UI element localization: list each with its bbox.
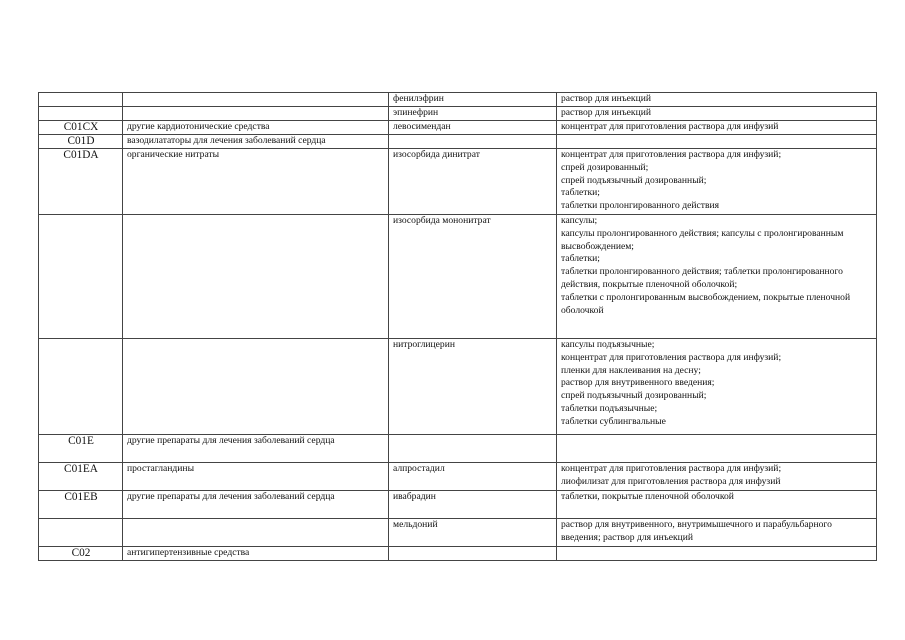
substance-cell: изосорбида динитрат [389, 149, 557, 215]
dosage-form-line: капсулы; [561, 215, 598, 226]
drug-table [38, 92, 877, 561]
dosage-form-line: концентрат для приготовления раствора для инфузий [561, 121, 779, 132]
table-row [39, 107, 877, 121]
dosage-form-line: таблетки, покрытые пленочной оболочкой [561, 491, 734, 502]
dosage-form-line: концентрат для приготовления раствора для инфузий; [561, 351, 782, 363]
atc-code-cell: C01E [39, 435, 123, 463]
table-row [39, 215, 877, 339]
dosage-form-line: спрей подъязычный дозированный; [561, 390, 707, 402]
dosage-form-line: капсулы пролонгированного действия; капсулы с пролонгированным высвобождением; [561, 227, 844, 252]
table-row [39, 491, 877, 519]
atc-code-cell [39, 215, 123, 339]
dosage-forms-cell [557, 339, 877, 435]
dosage-form-line: капсулы подъязычные; [561, 339, 655, 350]
dosage-forms-cell [557, 519, 877, 547]
table-row [39, 93, 877, 107]
dosage-form-line: пленки для наклеивания на десну; [561, 364, 701, 376]
dosage-form-line: концентрат для приготовления раствора для инфузий; [561, 149, 782, 160]
dosage-form-line: таблетки пролонгированного действия; таблетки пролонгированного действия, покрытые пленочной оболочкой; [561, 266, 843, 290]
group-name-cell: вазодилататоры для лечения заболеваний сердца [123, 135, 389, 149]
table-row [39, 135, 877, 149]
substance-cell: мельдоний [389, 519, 557, 547]
dosage-forms-cell [557, 93, 877, 107]
group-name-cell: антигипертензивные средства [123, 547, 389, 561]
substance-cell [389, 547, 557, 561]
substance-cell [389, 435, 557, 463]
dosage-forms-cell [557, 135, 877, 149]
group-name-cell [123, 339, 389, 435]
dosage-form-line: лиофилизат для приготовления раствора для инфузий [561, 475, 781, 487]
substance-cell [389, 135, 557, 149]
group-name-cell [123, 93, 389, 107]
group-name-cell: простагландины [123, 463, 389, 491]
substance-cell: левосимендан [389, 121, 557, 135]
dosage-form-line: спрей дозированный; [561, 161, 649, 173]
atc-code-cell: C02 [39, 547, 123, 561]
dosage-form-line: таблетки с пролонгированным высвобождением, покрытые пленочной оболочкой [561, 291, 851, 316]
group-name-cell: другие препараты для лечения заболеваний сердца [123, 491, 389, 519]
group-name-cell [123, 107, 389, 121]
dosage-forms-cell [557, 435, 877, 463]
table-row [39, 121, 877, 135]
atc-code-cell: C01DA [39, 149, 123, 215]
substance-cell: ивабрадин [389, 491, 557, 519]
dosage-form-line: таблетки пролонгированного действия [561, 200, 720, 212]
dosage-forms-cell [557, 547, 877, 561]
substance-cell: изосорбида мононитрат [389, 215, 557, 339]
table-row [39, 519, 877, 547]
dosage-forms-cell [557, 149, 877, 215]
atc-code-cell [39, 519, 123, 547]
group-name-cell [123, 519, 389, 547]
drug-table-body [39, 93, 877, 561]
table-row [39, 149, 877, 215]
substance-cell: нитроглицерин [389, 339, 557, 435]
dosage-form-line: раствор для инъекций [561, 93, 651, 104]
group-name-cell [123, 215, 389, 339]
atc-code-cell [39, 93, 123, 107]
atc-code-cell [39, 339, 123, 435]
dosage-form-line: концентрат для приготовления раствора для инфузий; [561, 463, 782, 474]
dosage-forms-cell [557, 463, 877, 491]
atc-code-cell: C01EB [39, 491, 123, 519]
dosage-forms-cell [557, 491, 877, 519]
dosage-form-line: раствор для внутривенного введения; [561, 377, 715, 389]
group-name-cell: другие препараты для лечения заболеваний сердца [123, 435, 389, 463]
atc-code-cell: C01EA [39, 463, 123, 491]
dosage-forms-cell [557, 121, 877, 135]
table-row [39, 463, 877, 491]
table-row [39, 339, 877, 435]
table-row [39, 435, 877, 463]
substance-cell: эпинефрин [389, 107, 557, 121]
dosage-form-line: таблетки; [561, 187, 600, 199]
table-row [39, 547, 877, 561]
dosage-form-line: раствор для внутривенного, внутримышечного и парабульбарного введения; раствор для инъекций [561, 519, 832, 543]
atc-code-cell [39, 107, 123, 121]
substance-cell: алпростадил [389, 463, 557, 491]
substance-cell: фенилэфрин [389, 93, 557, 107]
dosage-form-line: раствор для инъекций [561, 107, 651, 118]
group-name-cell: органические нитраты [123, 149, 389, 215]
atc-code-cell: C01D [39, 135, 123, 149]
dosage-forms-cell [557, 107, 877, 121]
dosage-form-line: таблетки подъязычные; [561, 402, 658, 414]
dosage-form-line: спрей подъязычный дозированный; [561, 174, 707, 186]
dosage-form-line: таблетки сублингвальные [561, 415, 666, 427]
atc-code-cell: C01CX [39, 121, 123, 135]
group-name-cell: другие кардиотонические средства [123, 121, 389, 135]
dosage-forms-cell [557, 215, 877, 339]
dosage-form-line: таблетки; [561, 253, 600, 265]
